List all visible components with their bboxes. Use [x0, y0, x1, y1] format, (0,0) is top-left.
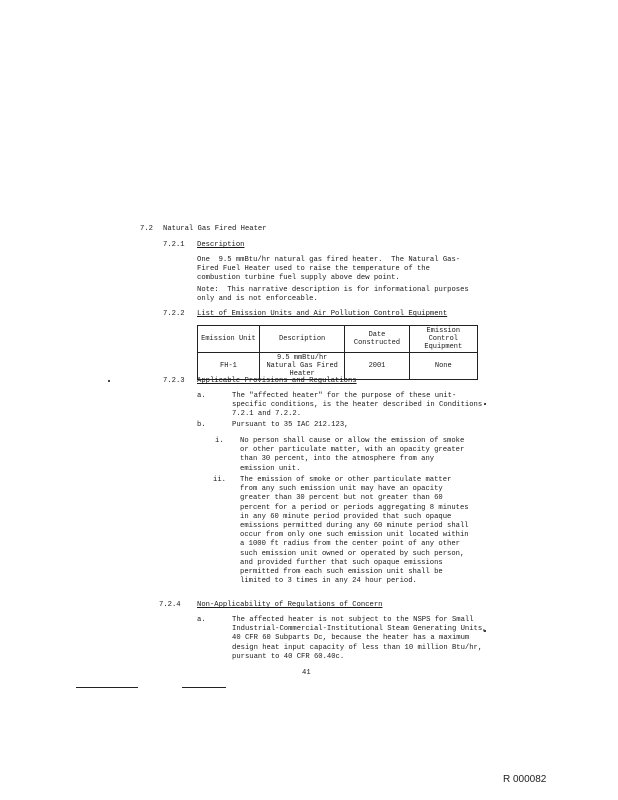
- item-a-line: The "affected heater" for the purpose of these unit-: [232, 392, 457, 400]
- non-applicability-line: Industrial-Commercial-Institutional Steam Generating Units,: [232, 625, 487, 634]
- item-b-label: b.: [197, 421, 206, 429]
- page-number: 41: [302, 669, 311, 677]
- note-paragraph: [197, 286, 469, 304]
- margin-mark: [484, 403, 486, 405]
- description-line: Fired Fuel Heater used to raise the temperature of the: [197, 265, 430, 274]
- item-b-ii-line: such emission unit owned or operated by such person,: [240, 549, 465, 558]
- footer-line-right: [182, 687, 226, 688]
- non-applicability-item-a-label: a.: [197, 616, 206, 624]
- note-line: Note: This narrative description is for informational purposes: [197, 286, 469, 294]
- table-header-cell: Emission Unit: [198, 326, 260, 353]
- item-a-line: 7.2.1 and 7.2.2.: [232, 410, 302, 419]
- item-b-ii-line: occur from only one such emission unit located within: [240, 531, 469, 540]
- description-line: combustion turbine fuel supply above dew point.: [197, 274, 400, 283]
- item-b-i-line: than 30 percent, into the atmosphere from any: [240, 455, 435, 464]
- description-line: One 9.5 mmBtu/hr natural gas fired heater. The Natural Gas-: [197, 256, 461, 264]
- subsection-7-2-4-title: Non-Applicability of Regulations of Concern: [197, 601, 383, 609]
- non-applicability-line: design heat input capacity of less than 10 million Btu/hr,: [232, 643, 483, 652]
- item-b-ii-line: greater than 30 percent but not greater than 60: [240, 494, 443, 503]
- subsection-7-2-3-title: Applicable Provisions and Regulations: [197, 377, 357, 385]
- subsection-7-2-2-number: 7.2.2: [163, 310, 185, 318]
- section-number: 7.2: [140, 225, 153, 233]
- item-b-ii-label: ii.: [213, 476, 226, 484]
- item-b-ii-line: emissions permitted during any 60 minute period shall: [240, 522, 469, 531]
- item-a-line: specific conditions, is the heater described in Conditions: [232, 401, 483, 410]
- subsection-7-2-2-title: List of Emission Units and Air Pollution Control Equipment: [197, 310, 448, 318]
- subsection-7-2-4-number: 7.2.4: [159, 601, 181, 609]
- non-applicability-line: The affected heater is not subject to the NSPS for Small: [232, 616, 474, 624]
- table-cell: 9.5 mmBtu/hr Natural Gas Fired Heater: [259, 353, 345, 380]
- non-applicability-line: 40 CFR 60 Subparts Dc, because the heater has a maximum: [232, 634, 470, 643]
- description-paragraph: [197, 256, 460, 284]
- section-title: Natural Gas Fired Heater: [163, 225, 267, 233]
- table-header-cell: Date Constructed: [345, 326, 409, 353]
- item-b-i-line: or other particulate matter, with an opacity greater: [240, 446, 465, 455]
- table-row: [198, 353, 478, 380]
- subsection-7-2-1-title: Description: [197, 241, 245, 249]
- item-b-ii-line: percent for a period or periods aggregating 8 minutes: [240, 503, 469, 512]
- item-a-text: [232, 392, 482, 420]
- table-header-row: [198, 326, 478, 353]
- margin-mark: [108, 380, 110, 382]
- non-applicability-item-a-text: [232, 616, 486, 662]
- item-b-ii-line: The emission of smoke or other particulate matter: [240, 476, 452, 484]
- item-b-i-line: No person shall cause or allow the emission of smoke: [240, 437, 465, 445]
- item-b-ii-line: a 1000 ft radius from the center point of any other: [240, 540, 460, 549]
- item-b-text: Pursuant to 35 IAC 212.123,: [232, 421, 349, 429]
- table-cell: 2001: [345, 353, 409, 380]
- emission-units-table: [197, 325, 478, 380]
- item-b-ii-text: [240, 476, 469, 586]
- item-b-i-label: i.: [215, 437, 224, 445]
- item-b-ii-line: in any 60 minute period provided that such opaque: [240, 512, 452, 521]
- item-b-ii-line: permitted from each such emission unit shall be: [240, 568, 443, 577]
- table-header-cell: Description: [259, 326, 345, 353]
- subsection-7-2-3-number: 7.2.3: [163, 377, 185, 385]
- bates-number: R 000082: [503, 774, 547, 785]
- note-line: only and is not enforceable.: [197, 295, 318, 304]
- footer-line-left: [76, 687, 138, 688]
- item-a-label: a.: [197, 392, 206, 400]
- item-b-ii-line: from any such emission unit may have an opacity: [240, 485, 443, 494]
- item-b-i-text: [240, 437, 464, 474]
- item-b-ii-line: limited to 3 times in any 24 hour period.: [240, 577, 417, 586]
- table-cell: FH-1: [198, 353, 260, 380]
- subsection-7-2-1-number: 7.2.1: [163, 241, 185, 249]
- table-cell: None: [409, 353, 477, 380]
- non-applicability-line: pursuant to 40 CFR 60.40c.: [232, 652, 345, 661]
- table-header-cell: Emission Control Equipment: [409, 326, 477, 353]
- item-b-ii-line: and provided further that such opaque emissions: [240, 558, 443, 567]
- item-b-i-line: emission unit.: [240, 464, 301, 473]
